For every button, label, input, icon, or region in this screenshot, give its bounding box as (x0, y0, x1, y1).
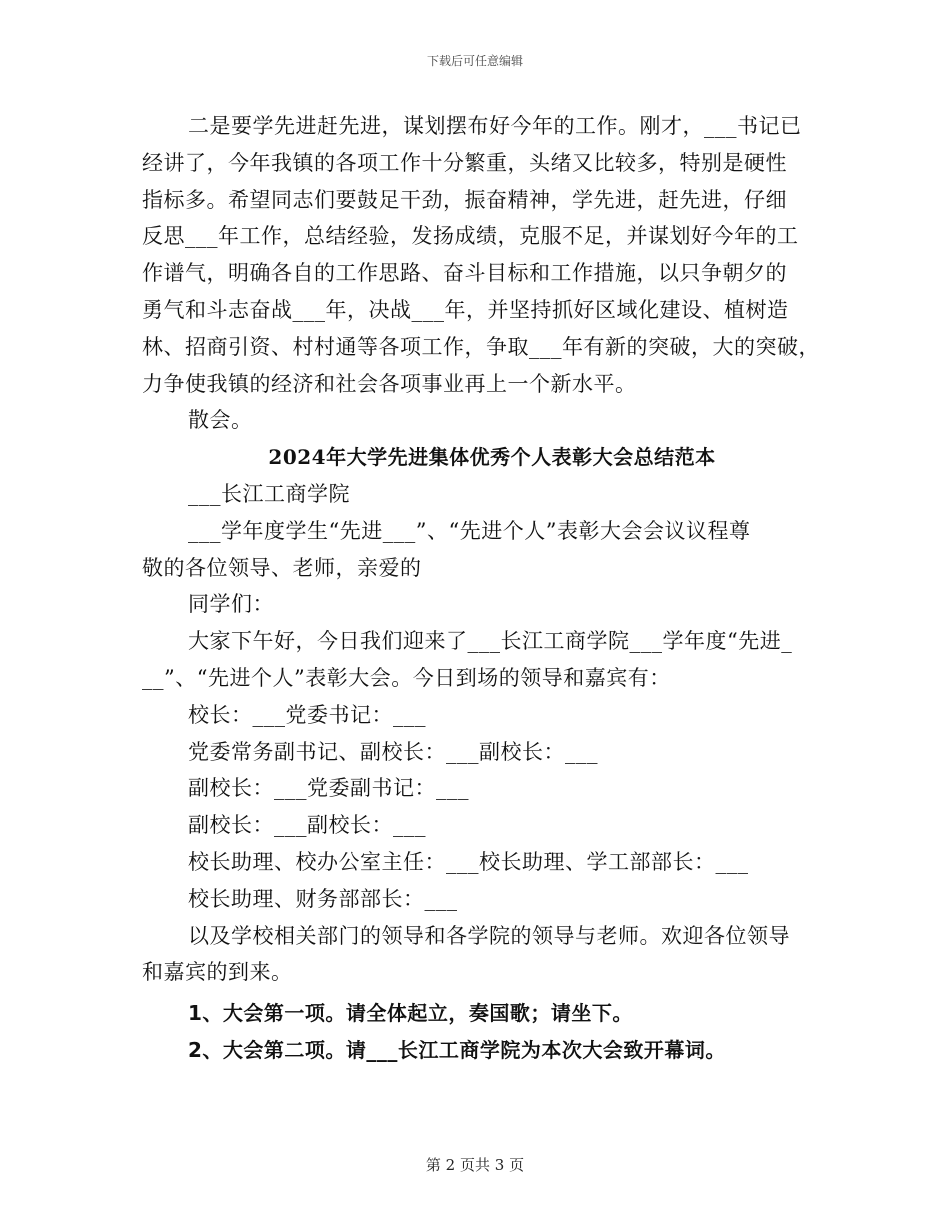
paragraph-line: 指标多。希望同志们要鼓足干劲，振奋精神，学先进，赶先进，仔细 (142, 187, 787, 212)
document-body (142, 108, 822, 1069)
agenda-line: ___学年度学生“先进___”、“先进个人”表彰大会会议议程尊 (188, 518, 751, 543)
welcome-line: __”、“先进个人”表彰大会。今日到场的领导和嘉宾有： (142, 665, 671, 690)
greeting: 同学们： (188, 592, 274, 617)
closing-remarks-line: 和嘉宾的到来。 (142, 960, 293, 985)
paragraph-line: 反思___年工作，总结经验，发扬成绩，克服不足，并谋划好今年的工 (142, 224, 799, 249)
guest-line: 校长助理、财务部部长：___ (188, 886, 458, 911)
paragraph-line: 经讲了，今年我镇的各项工作十分繁重，头绪又比较多，特别是硬性 (142, 150, 787, 175)
document-title: 2024年大学先进集体优秀个人表彰大会总结范本 (268, 445, 716, 470)
guest-line: 副校长：___副校长：___ (188, 813, 426, 838)
paragraph-line: 二是要学先进赶先进，谋划摆布好今年的工作。刚才，___书记已 (188, 114, 802, 138)
paragraph-line: 勇气和斗志奋战___年，决战___年，并坚持抓好区域化建设、植树造 (142, 297, 789, 322)
page-footer: 第 2 页共 3 页 (425, 1156, 525, 1174)
guest-line: 副校长：___党委副书记：___ (188, 776, 469, 801)
agenda-item: 1、大会第一项。请全体起立，奏国歌；请坐下。 (188, 1001, 633, 1026)
guest-line: 党委常务副书记、副校长：___副校长：___ (188, 739, 598, 764)
school-line: ___长江工商学院 (188, 481, 350, 506)
closing-text: 散会。 (188, 408, 253, 433)
page-header: 下载后可任意编辑 (426, 54, 523, 68)
agenda-line: 敬的各位领导、老师，亲爱的 (142, 555, 422, 580)
guest-line: 校长：___党委书记：___ (188, 702, 426, 727)
welcome-line: 大家下午好，今日我们迎来了___长江工商学院___学年度“先进_ (188, 629, 793, 654)
paragraph-line: 力争使我镇的经济和社会各项事业再上一个新水平。 (142, 371, 637, 396)
paragraph-line: 作谱气，明确各自的工作思路、奋斗目标和工作措施，以只争朝夕的 (142, 261, 787, 286)
closing-remarks-line: 以及学校相关部门的领导和各学院的领导与老师。欢迎各位领导 (188, 923, 790, 948)
paragraph-line: 林、招商引资、村村通等各项工作，争取___年有新的突破，大的突破， (142, 334, 820, 359)
agenda-item: 2、大会第二项。请___长江工商学院为本次大会致开幕词。 (188, 1038, 726, 1063)
guest-line: 校长助理、校办公室主任：___校长助理、学工部部长：___ (188, 849, 749, 874)
